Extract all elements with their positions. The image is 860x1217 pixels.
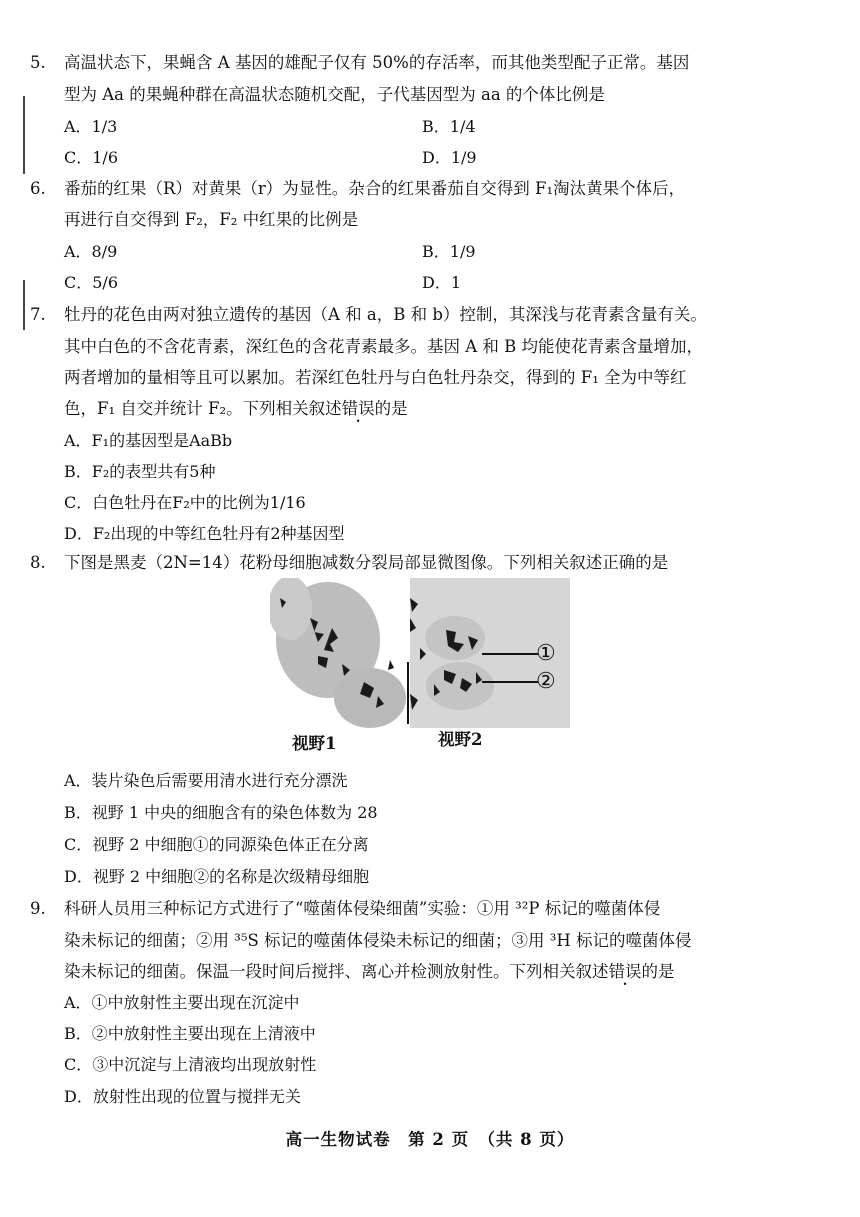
question-5-line-2: 型为 Aa 的果蝇种群在高温状态随机交配，子代基因型为 aa 的个体比例是: [64, 85, 605, 104]
field-1-label: 视野1: [292, 734, 337, 753]
question-6-line-1: 番茄的红果（R）对黄果（r）为显性。杂合的红果番茄自交得到 F₁淘汰黄果个体后，: [64, 179, 686, 198]
question-9-option-a: A．①中放射性主要出现在沉淀中: [64, 993, 300, 1012]
micrograph-image: [270, 578, 570, 728]
question-6-option-c: C．5/6: [64, 273, 118, 292]
question-6-number: 6.: [30, 179, 46, 198]
microscope-figure: [270, 578, 570, 728]
emphasis-error: 错误: [608, 962, 642, 981]
question-7-line-4-suffix: 的是: [374, 399, 408, 418]
question-9-line-1: 科研人员用三种标记方式进行了“噬菌体侵染细菌”实验：①用 ³²P 标记的噬菌体侵: [64, 899, 661, 918]
question-6-option-b: B．1/9: [422, 242, 476, 261]
field-2-label: 视野2: [438, 730, 483, 749]
question-7-line-4: [64, 398, 408, 420]
question-8-option-b: B．视野 1 中央的细胞含有的染色体数为 28: [64, 803, 378, 822]
question-5-option-c: C．1/6: [64, 148, 118, 167]
question-8-option-d: D．视野 2 中细胞②的名称是次级精母细胞: [64, 867, 370, 886]
question-7-line-4-prefix: 色，F₁ 自交并统计 F₂。下列相关叙述: [64, 399, 342, 418]
question-7-number: 7.: [30, 305, 46, 324]
question-9-option-c: C．③中沉淀与上清液均出现放射性: [64, 1055, 317, 1074]
marker-2: ②: [536, 669, 556, 694]
question-7-line-3: 两者增加的量相等且可以累加。若深红色牡丹与白色牡丹杂交，得到的 F₁ 全为中等红: [64, 368, 687, 387]
page-footer: 高一生物试卷 第 2 页 （共 8 页）: [285, 1130, 575, 1149]
question-8-option-c: C．视野 2 中细胞①的同源染色体正在分离: [64, 835, 369, 854]
question-5-number: 5.: [30, 53, 46, 72]
question-5-option-b: B．1/4: [422, 117, 476, 136]
question-7-option-b: B．F₂的表型共有5种: [64, 462, 216, 481]
question-9-line-3: [64, 961, 675, 983]
question-7-option-c: C．白色牡丹在F₂中的比例为1/16: [64, 493, 306, 512]
question-6-line-2: 再进行自交得到 F₂，F₂ 中红果的比例是: [64, 210, 359, 229]
question-8-number: 8.: [30, 553, 46, 572]
margin-bar: [23, 96, 25, 174]
question-7-option-d: D．F₂出现的中等红色牡丹有2种基因型: [64, 524, 345, 543]
question-5-line-1: 高温状态下，果蝇含 A 基因的雄配子仅有 50%的存活率，而其他类型配子正常。基因: [64, 53, 690, 72]
question-9-line-3-prefix: 染未标记的细菌。保温一段时间后搅拌、离心并检测放射性。下列相关叙述: [64, 962, 609, 981]
question-8-option-a: A．装片染色后需要用清水进行充分漂洗: [64, 771, 348, 790]
question-8-line-1: 下图是黑麦（2N=14）花粉母细胞减数分裂局部显微图像。下列相关叙述正确的是: [64, 553, 669, 572]
question-6-option-d: D．1: [422, 273, 462, 292]
question-5-option-d: D．1/9: [422, 148, 477, 167]
question-9-option-b: B．②中放射性主要出现在上清液中: [64, 1024, 316, 1043]
question-9-number: 9.: [30, 899, 46, 918]
question-6-option-a: A．8/9: [64, 242, 118, 261]
marker-1: ①: [536, 641, 556, 666]
emphasis-error: 错误: [341, 399, 375, 418]
question-7-line-2: 其中白色的不含花青素，深红色的含花青素最多。基因 A 和 B 均能使花青素含量增加，: [64, 337, 704, 356]
question-9-option-d: D．放射性出现的位置与搅拌无关: [64, 1087, 301, 1106]
question-9-line-2: 染未标记的细菌；②用 ³⁵S 标记的噬菌体侵染未标记的细菌；③用 ³H 标记的噬菌体侵: [64, 931, 692, 950]
question-5-option-a: A．1/3: [64, 117, 118, 136]
margin-bar: [23, 280, 25, 330]
question-7-option-a: A．F₁的基因型是AaBb: [64, 431, 233, 450]
question-9-line-3-suffix: 的是: [641, 962, 675, 981]
question-7-line-1: 牡丹的花色由两对独立遗传的基因（A 和 a，B 和 b）控制，其深浅与花青素含量有关。: [64, 305, 707, 324]
